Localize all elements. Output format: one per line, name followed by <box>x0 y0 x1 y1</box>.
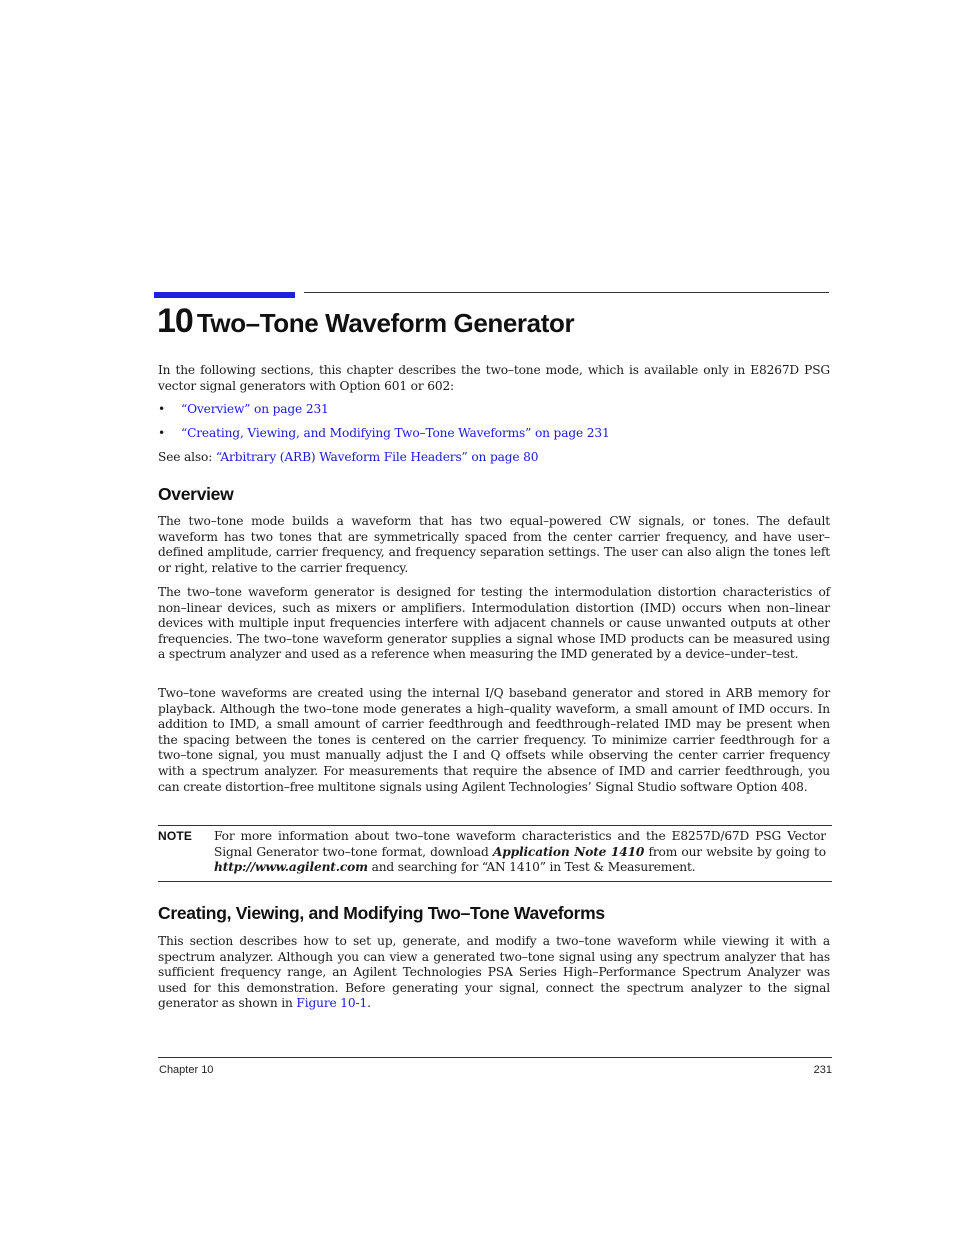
note-bottom-rule <box>158 881 832 882</box>
note-top-rule <box>158 825 832 826</box>
overview-paragraph-1: The two–tone mode builds a waveform that has two equal–powered CW signals, or tones. The default waveform has two tones that are symmetrically spaced from the center carrier frequency, and have user–defined amplitude, carrier frequency, and frequency separation settings. The user can also align the tones left or right, relative to the carrier frequency. <box>158 514 830 575</box>
note-text-part-1: For more information about two–tone waveform characteristics and the E8257D/67D PSG Vector Signal Generator two–tone format, download <box>214 829 826 859</box>
note-text-part-2: from our website by going to <box>644 844 826 859</box>
bullet-icon: • <box>158 426 166 440</box>
chapter-title-text: Two–Tone Waveform Generator <box>196 308 575 338</box>
application-note-title: Application Note 1410 <box>492 844 645 859</box>
footer-chapter-label: Chapter 10 <box>159 1064 214 1076</box>
footer-rule <box>158 1057 832 1058</box>
footer-page-number: 231 <box>813 1064 832 1076</box>
link-arb-headers[interactable]: “Arbitrary (ARB) Waveform File Headers” on page 80 <box>215 450 539 464</box>
agilent-url: http://www.agilent.com <box>214 860 368 875</box>
section-heading-overview: Overview <box>158 484 234 504</box>
link-figure-10-1[interactable]: Figure 10-1 <box>296 996 368 1011</box>
overview-paragraph-3: Two–tone waveforms are created using the internal I/Q baseband generator and stored in ARB memory for playback. Although the two–tone mode generates a high–quality waveform, a small amount of IMD occurs. In addition to IMD, a small amount of carrier feedthrough and feedthrough–related IMD may be present when the spacing between the tones is centered on the carrier frequency. To minimize carrier feedthrough for a two–tone signal, you must manually adjust the I and Q offsets while observing the center carrier frequency with a spectrum analyzer. For measurements that require the absence of IMD and carrier feedthrough, you can create distortion–free multitone signals using Agilent Technologies’ Signal Studio software Option 408. <box>158 686 830 794</box>
section-heading-creating: Creating, Viewing, and Modifying Two–Tone Waveforms <box>158 903 605 923</box>
note-text-part-3: and searching for “AN 1410” in Test & Measurement. <box>367 860 696 875</box>
bullet-item-creating <box>158 426 610 442</box>
note-text <box>214 829 826 876</box>
chapter-accent-bar <box>154 292 295 298</box>
chapter-number: 10 <box>157 302 193 340</box>
bullet-icon: • <box>158 402 166 416</box>
creating-paragraph <box>158 934 830 1012</box>
note-label: NOTE <box>158 829 193 843</box>
link-overview[interactable]: “Overview” on page 231 <box>181 402 329 416</box>
see-also-line <box>158 450 538 466</box>
creating-text: This section describes how to set up, generate, and modify a two–tone waveform while viewing it with a spectrum analyzer. Although you can view a generated two–tone signal using any spectrum analyzer that has sufficient frequency range, an Agilent Technologies PSA Series High–Performance Spectrum Analyzer was used for this demonstration. Before generating your signal, connect the spectrum analyzer to the signal generator as shown in <box>158 934 830 1011</box>
see-also-label: See also: <box>158 450 216 464</box>
bullet-item-overview <box>158 402 329 418</box>
overview-paragraph-2: The two–tone waveform generator is designed for testing the intermodulation distortion characteristics of non–linear devices, such as mixers or amplifiers. Intermodulation distortion (IMD) occurs when non–linear devices with multiple input frequencies interfere with adjacent channels or cause unwanted outputs at other frequencies. The two–tone waveform generator supplies a signal whose IMD products can be measured using a spectrum analyzer and used as a reference when measuring the IMD generated by a device–under–test. <box>158 585 830 662</box>
chapter-title <box>157 302 574 341</box>
header-rule <box>304 292 829 293</box>
link-creating-viewing[interactable]: “Creating, Viewing, and Modifying Two–Tone Waveforms” on page 231 <box>181 426 610 440</box>
intro-paragraph: In the following sections, this chapter describes the two–tone mode, which is available only in E8267D PSG vector signal generators with Option 601 or 602: <box>158 363 830 393</box>
creating-text-end: . <box>367 996 371 1011</box>
